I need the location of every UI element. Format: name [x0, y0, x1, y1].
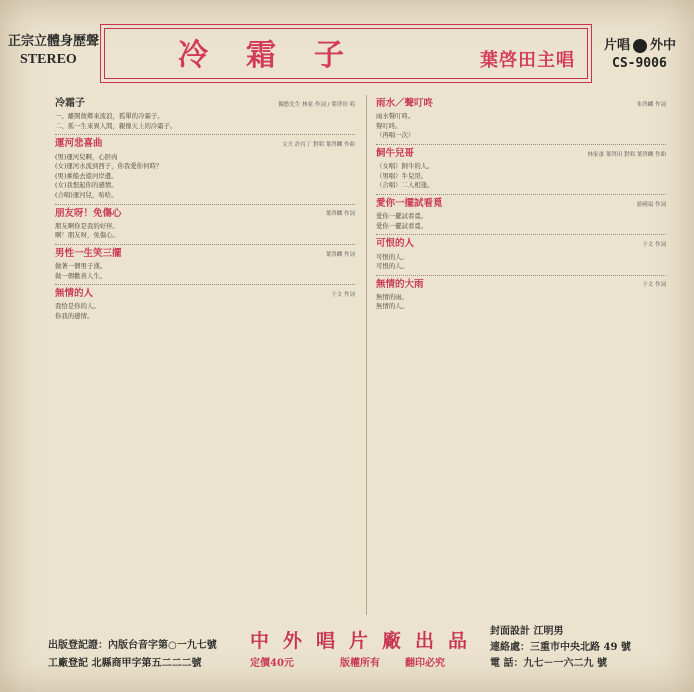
song-block [55, 207, 355, 240]
song-block [376, 147, 666, 190]
lyric-line: 可恨的人。 [376, 262, 408, 271]
lyric-line: 聲叮咚。 [376, 121, 402, 130]
singer-credit: 葉啓田主唱 [480, 50, 575, 71]
song-credit: 獨愁先生 林家 作詞 / 葉啓田 唱 [278, 101, 355, 108]
globe-icon [633, 39, 647, 53]
lyric-line: （男唱）牛兒哥。 [376, 171, 428, 180]
catalog-number: CS-9006 [612, 56, 667, 71]
copy-notice: 翻印必究 [405, 658, 445, 669]
lyric-line: 做一個歡喜人生。 [55, 271, 107, 280]
label-brand-a: 片唱 [604, 38, 631, 53]
song-block [55, 140, 355, 199]
song-title: 愛你一擺試看覓 [376, 197, 443, 209]
lyric-line: 無情的雨。 [376, 292, 408, 301]
song-title: 無情的人 [55, 288, 94, 300]
song-title: 冷霜子 [55, 98, 85, 109]
song-title: 可恨的人 [376, 238, 415, 250]
lyric-line: (男)乘船去遊河岸邊。 [55, 171, 118, 180]
song-block [376, 240, 666, 270]
label-brand-b: 外中 [650, 38, 677, 53]
song-credit: 葉啓麟 作詞 [325, 251, 355, 258]
song-title: 男性一生笑三擺 [55, 247, 122, 259]
column-divider [366, 95, 367, 615]
song-title: 朋友呀！免傷心 [55, 207, 122, 219]
lyric-line: 可恨的人。 [376, 252, 408, 261]
album-title: 冷霜子 [178, 38, 382, 73]
footer [0, 622, 694, 692]
lyrics-right-column [376, 95, 666, 312]
lyric-line: (女)我恨起你的感情。 [55, 181, 118, 190]
song-credit: 林家彥 葉啓田 對唱 葉啓麟 作曲 [587, 151, 666, 158]
contact-address: 連絡處：三重市中央北路 49 號 [490, 642, 631, 653]
song-credit: 朱啓麟 作詞 [636, 101, 666, 108]
lyric-line: 朋友啊你是我的好伴。 [55, 221, 119, 230]
song-credit: 文夫 許丙丁 對唱 葉啓麟 作曲 [282, 141, 355, 148]
song-title: 運河悲喜曲 [55, 138, 103, 150]
factory-registration: 工廠登記 北縣商甲字第五二二二號 [48, 658, 202, 669]
song-block [55, 290, 355, 320]
song-block [376, 278, 666, 311]
song-block [376, 197, 666, 230]
song-credit: 于文 作詞 [331, 291, 355, 298]
lyric-line: 無情的人。 [376, 302, 408, 311]
song-block [376, 100, 666, 140]
company-name: 中外唱片廠出品 [250, 630, 482, 652]
contact-phone: 電 話：九七－一六二九 號 [490, 658, 607, 669]
song-title: 雨水／聲叮咚 [376, 98, 434, 109]
lyrics-left-column [55, 95, 355, 322]
lyric-line: (合唱)運河兒，哈哈。 [55, 190, 118, 199]
lyric-line: （再唱一次） [376, 131, 415, 140]
label-brand [604, 34, 676, 53]
lyric-line: 我恰是你的人。 [55, 302, 100, 311]
song-credit: 葉啓麟 作詞 [325, 211, 355, 218]
price: 定價40元 [250, 658, 294, 669]
publication-license: 出版登記證：內版台音字第○一九七號 [48, 640, 217, 651]
cover-designer: 封面設計 江明男 [490, 626, 564, 637]
lyric-line: (男)運河兒啊，心肝肉 [55, 152, 118, 161]
lyric-line: 雨水聲叮咚。 [376, 112, 415, 121]
lyric-line: 二、孤一生來異人間，親像天上的冷霜子。 [55, 121, 177, 130]
song-title: 飼牛兒哥 [376, 147, 415, 159]
song-title: 無情的大雨 [376, 278, 424, 290]
lyric-line: 愛你一擺試看覓。 [376, 212, 428, 221]
lyric-line: 做著一個男子漢。 [55, 262, 107, 271]
lyric-line: 啊！朋友呀，免傷心。 [55, 231, 119, 240]
lyric-line: 愛你一擺試看覓。 [376, 221, 428, 230]
song-credit: 游國福 作詞 [636, 201, 666, 208]
song-credit: 于文 作詞 [642, 241, 666, 248]
song-block [55, 247, 355, 280]
lyric-line: 你我的感情。 [55, 312, 94, 321]
song-credit: 于文 作詞 [642, 282, 666, 289]
rights-notice: 版權所有 [340, 658, 380, 669]
lyric-line: （女唱）飼牛的人。 [376, 162, 434, 171]
lyric-line: 一、離開故鄉來流浪，孤單的冷霜子。 [55, 112, 164, 121]
stereo-label-chinese: 正宗立體身歷聲 [8, 34, 100, 49]
lyric-line: （合唱）二人相逢。 [376, 181, 434, 190]
stereo-label: STEREO [20, 52, 77, 67]
song-block [55, 100, 355, 130]
lyric-line: (女)運河水流到西子，你我愛你何時？ [55, 162, 163, 171]
